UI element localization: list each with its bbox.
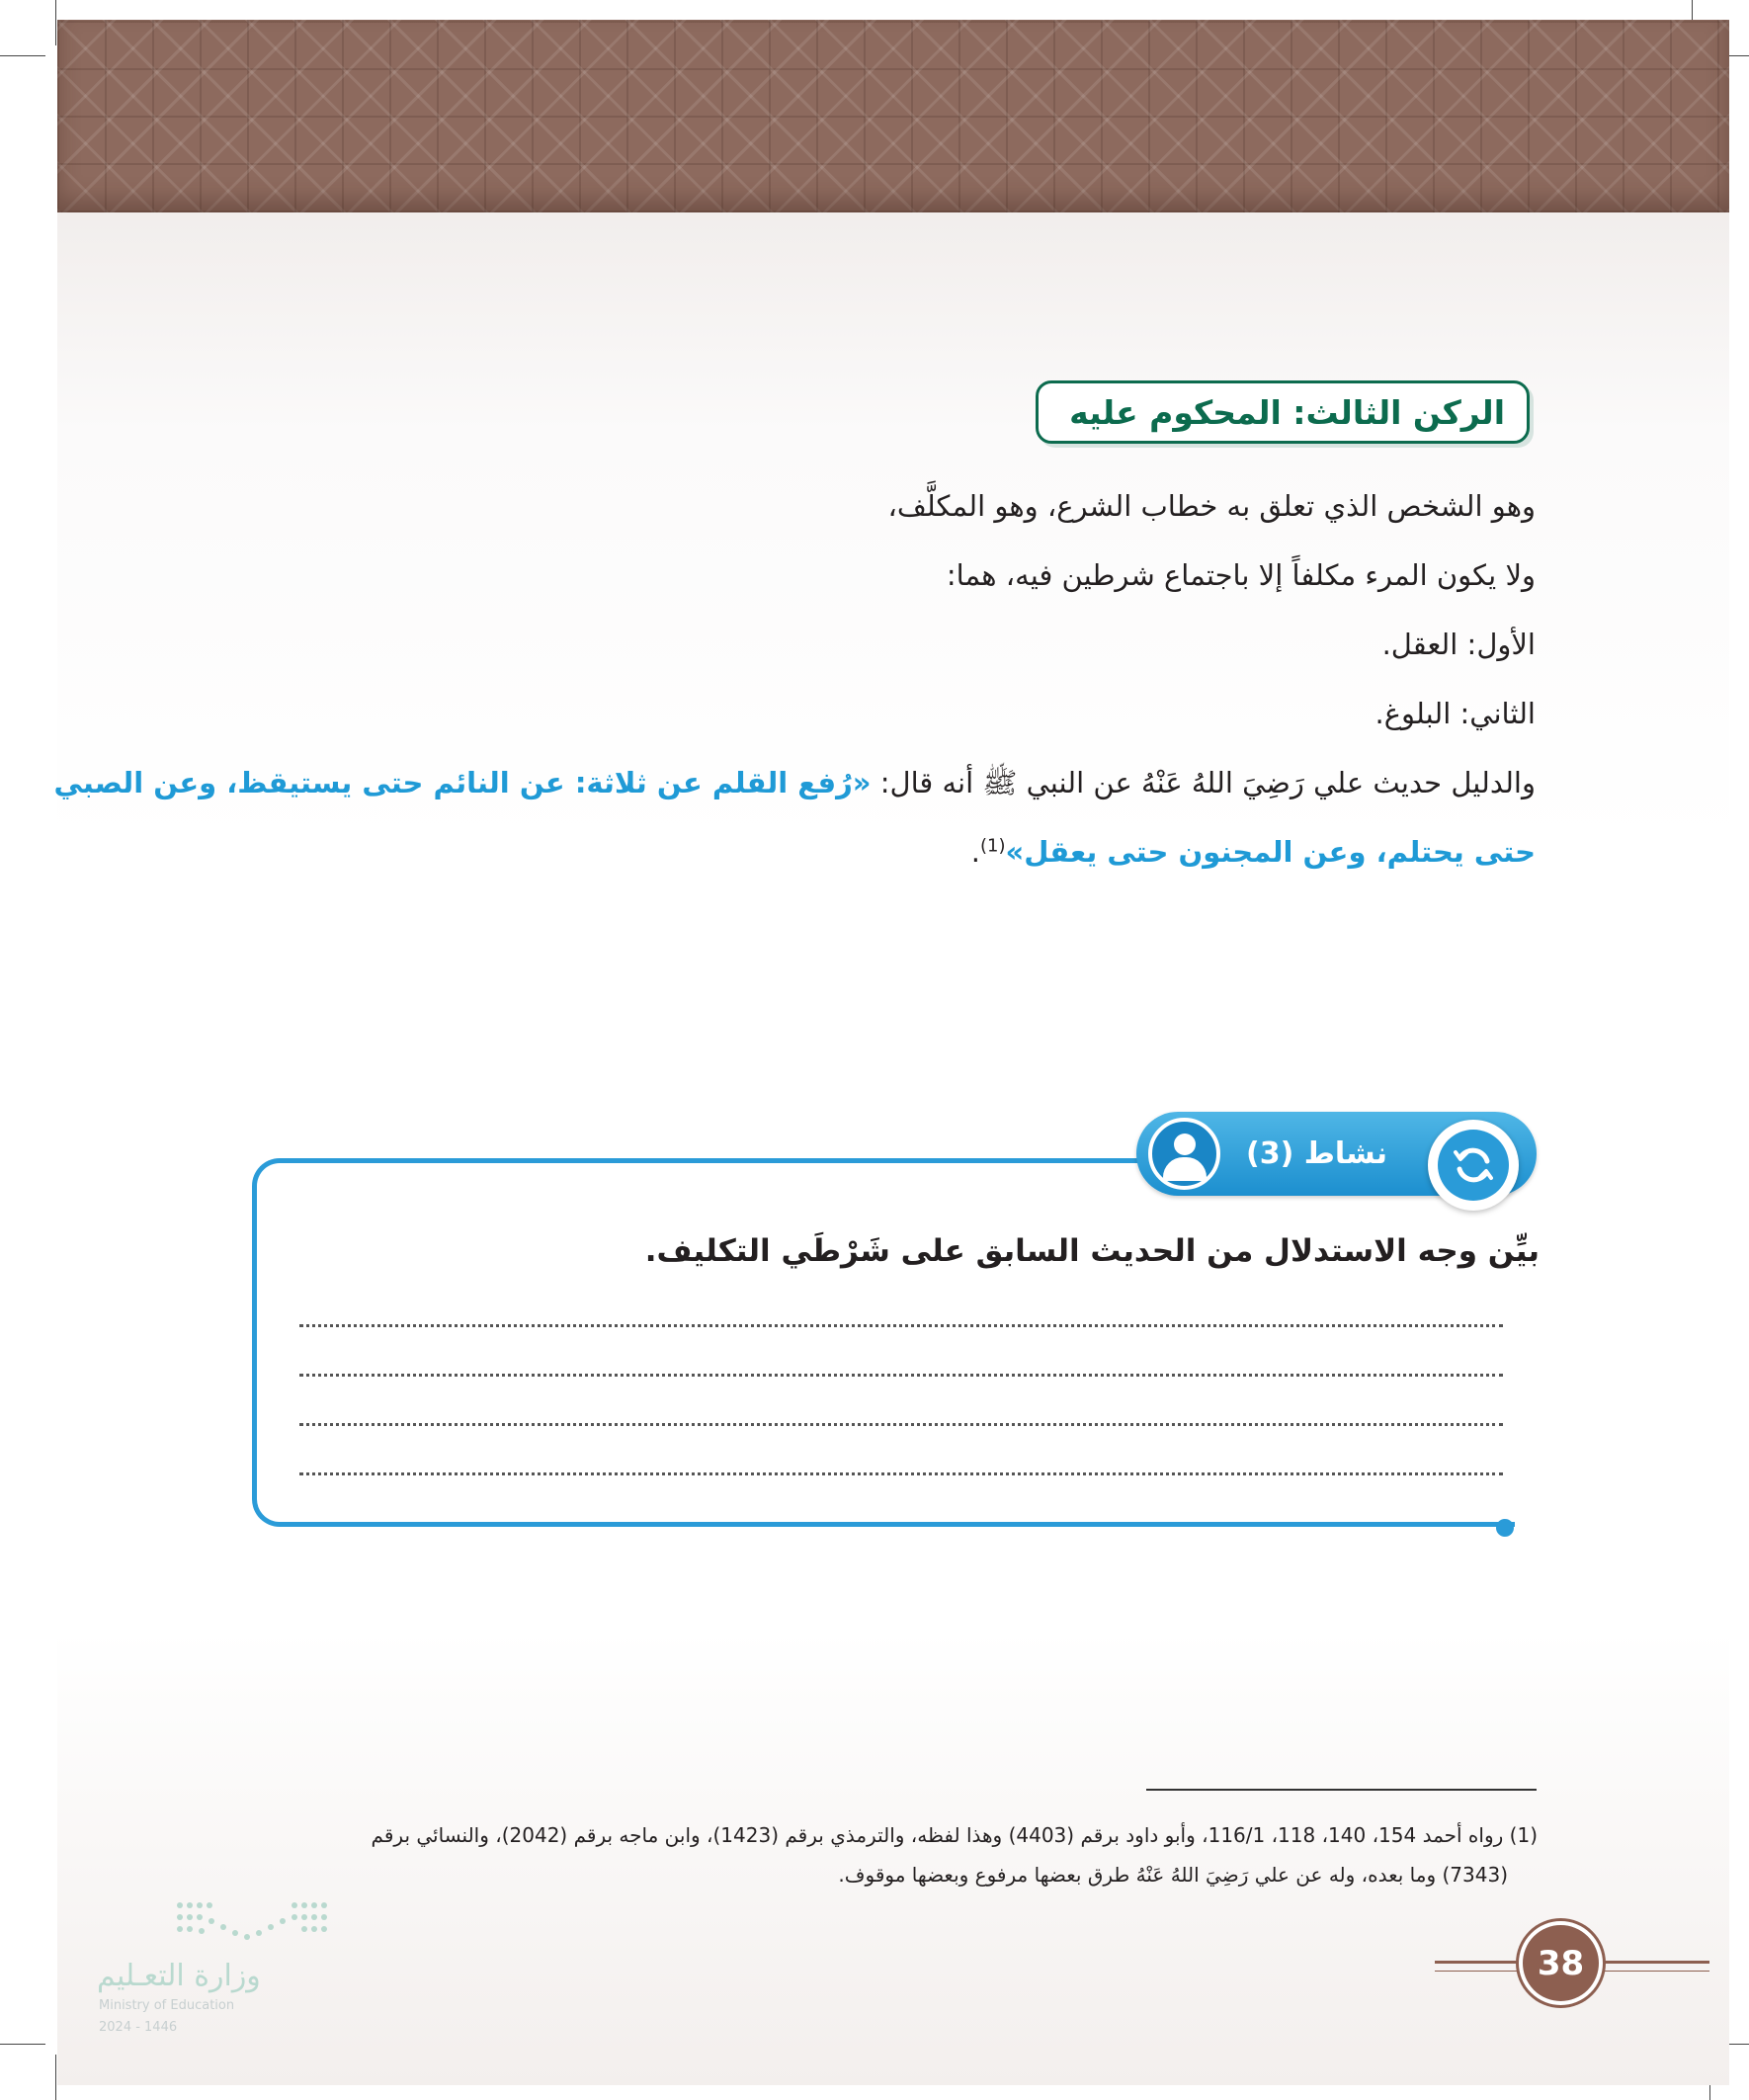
body-line-evidence — [53, 766, 1536, 807]
body-line-definition: وهو الشخص الذي تعلق به خطاب الشرع، وهو المكلَّف، — [887, 489, 1536, 523]
answer-line[interactable] — [299, 1472, 1503, 1475]
footnote-separator — [1146, 1789, 1537, 1791]
activity-label: نشاط (3) — [1246, 1136, 1387, 1171]
footnote-line-2: (7343) وما بعده، وله عن علي رَضِيَ اللهُ عَنْهُ طرق بعضها مرفوع وبعضها موقوف. — [838, 1863, 1508, 1887]
ministry-name-en: Ministry of Education — [99, 1998, 235, 2013]
hadith-end-period: . — [970, 835, 980, 869]
footnote-line-1: (1) رواه أحمد 154، 140، 118، 116/1، وأبو داود برقم (4403) وهذا لفظه، والترمذي برقم (1423)، وابن ماجه برقم (2042)، والنسائي برقم — [371, 1823, 1538, 1847]
decorative-header-band — [57, 20, 1729, 212]
body-line-condition-2: الثاني: البلوغ. — [1374, 697, 1536, 730]
answer-line[interactable] — [299, 1374, 1503, 1377]
crop-mark — [0, 2044, 45, 2045]
answer-line[interactable] — [299, 1423, 1503, 1426]
ministry-logo — [97, 1897, 334, 2046]
hadith-text-part1: «رُفع القلم عن ثلاثة: عن النائم حتى يستيقظ، وعن الصبي — [53, 766, 872, 799]
page-number: 38 — [1519, 1921, 1603, 2005]
crop-mark — [0, 55, 45, 56]
footnote-marker: (1) — [979, 835, 1006, 857]
crop-mark — [55, 2055, 56, 2100]
section-title-box — [1036, 380, 1530, 444]
evidence-intro: والدليل حديث علي رَضِيَ اللهُ عَنْهُ عن النبي ﷺ أنه قال: — [871, 766, 1536, 799]
section-title: الركن الثالث: المحكوم عليه — [1069, 392, 1505, 432]
ministry-logo-dots-icon — [172, 1897, 330, 1947]
refresh-icon — [1428, 1120, 1519, 1211]
activity-box-end-dot — [1496, 1519, 1514, 1537]
student-icon — [1148, 1118, 1220, 1190]
activity-question: بيِّن وجه الاستدلال من الحديث السابق على شَرْطَي التكليف. — [644, 1233, 1540, 1269]
answer-line[interactable] — [299, 1324, 1503, 1327]
page-background — [57, 20, 1729, 2085]
crop-mark — [55, 0, 56, 45]
hadith-text-part2: حتى يحتلم، وعن المجنون حتى يعقل» — [1005, 835, 1536, 869]
body-line-condition-1: الأول: العقل. — [1381, 628, 1536, 661]
ministry-year: 2024 - 1446 — [99, 2020, 178, 2035]
body-line-hadith-end — [211, 835, 1536, 869]
body-line-conditions: ولا يكون المرء مكلفاً إلا باجتماع شرطين فيه، هما: — [946, 558, 1536, 592]
ministry-name-ar: وزارة التعـليم — [97, 1959, 261, 1993]
